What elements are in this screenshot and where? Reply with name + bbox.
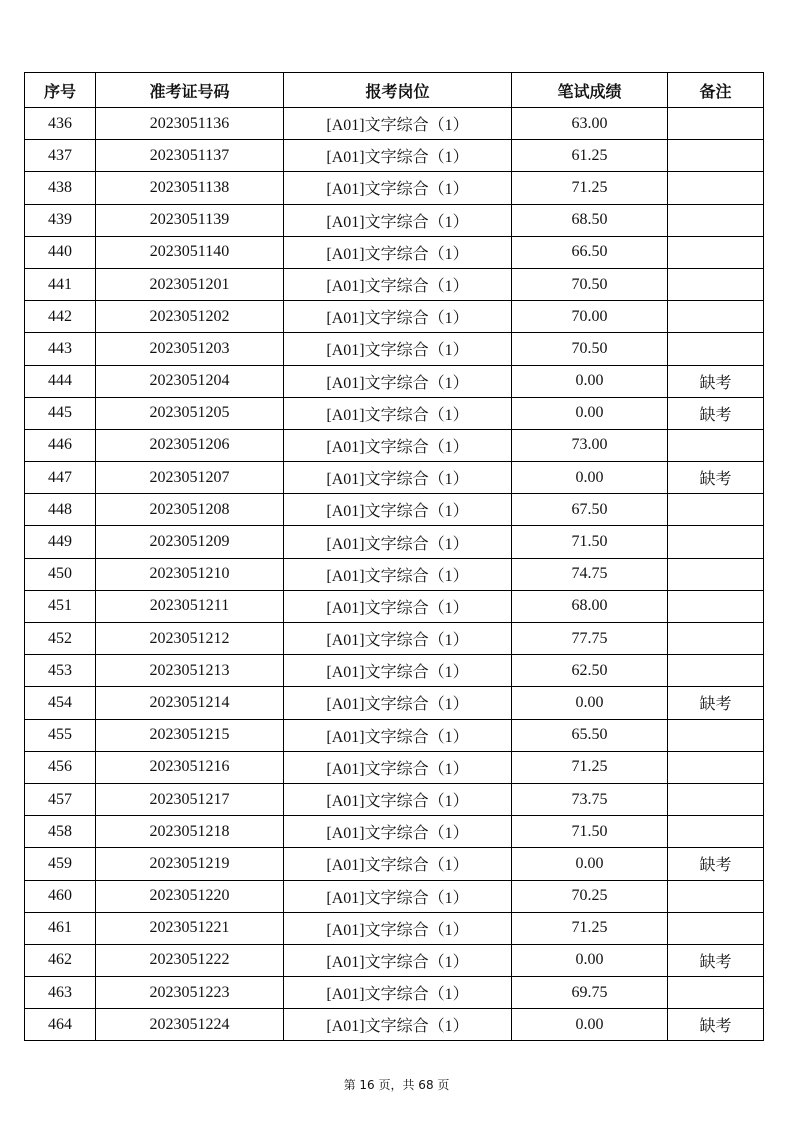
table-row [25,687,764,719]
table-row [25,333,764,365]
cell-written-score: 0.00 [512,365,668,397]
cell-seq: 452 [25,623,96,655]
table-row [25,462,764,494]
cell-remarks [668,783,764,815]
table-row [25,301,764,333]
cell-written-score: 70.50 [512,333,668,365]
header-seq: 序号 [25,73,96,108]
table-row [25,1009,764,1041]
cell-position: [A01]文字综合（1） [284,301,512,333]
table-row [25,848,764,880]
cell-remarks: 缺考 [668,462,764,494]
header-ticket-number: 准考证号码 [96,73,284,108]
table-row [25,397,764,429]
cell-written-score: 68.50 [512,204,668,236]
cell-remarks [668,719,764,751]
cell-written-score: 61.25 [512,140,668,172]
table-row [25,880,764,912]
cell-remarks [668,268,764,300]
cell-ticket-number: 2023051209 [96,526,284,558]
cell-written-score: 77.75 [512,623,668,655]
cell-position: [A01]文字综合（1） [284,204,512,236]
cell-seq: 443 [25,333,96,365]
cell-remarks [668,301,764,333]
table-row [25,912,764,944]
cell-remarks: 缺考 [668,687,764,719]
table-row [25,204,764,236]
cell-position: [A01]文字综合（1） [284,590,512,622]
cell-written-score: 71.25 [512,172,668,204]
table-row [25,816,764,848]
table-row [25,655,764,687]
cell-remarks: 缺考 [668,397,764,429]
cell-ticket-number: 2023051222 [96,944,284,976]
header-remarks: 备注 [668,73,764,108]
cell-seq: 455 [25,719,96,751]
table-row [25,719,764,751]
cell-position: [A01]文字综合（1） [284,365,512,397]
table-row [25,429,764,461]
cell-ticket-number: 2023051137 [96,140,284,172]
cell-written-score: 63.00 [512,108,668,140]
cell-position: [A01]文字综合（1） [284,848,512,880]
cell-seq: 449 [25,526,96,558]
cell-written-score: 66.50 [512,236,668,268]
cell-ticket-number: 2023051138 [96,172,284,204]
cell-written-score: 73.00 [512,429,668,461]
cell-ticket-number: 2023051219 [96,848,284,880]
cell-position: [A01]文字综合（1） [284,912,512,944]
cell-written-score: 69.75 [512,977,668,1009]
cell-remarks [668,526,764,558]
header-position: 报考岗位 [284,73,512,108]
cell-seq: 440 [25,236,96,268]
cell-ticket-number: 2023051207 [96,462,284,494]
cell-ticket-number: 2023051205 [96,397,284,429]
cell-seq: 451 [25,590,96,622]
cell-position: [A01]文字综合（1） [284,880,512,912]
cell-written-score: 71.25 [512,912,668,944]
table-body [25,108,764,1041]
cell-position: [A01]文字综合（1） [284,526,512,558]
cell-ticket-number: 2023051215 [96,719,284,751]
cell-written-score: 62.50 [512,655,668,687]
table-row [25,590,764,622]
table-row [25,140,764,172]
table-row [25,365,764,397]
cell-written-score: 67.50 [512,494,668,526]
cell-written-score: 70.50 [512,268,668,300]
cell-seq: 459 [25,848,96,880]
cell-position: [A01]文字综合（1） [284,140,512,172]
cell-ticket-number: 2023051223 [96,977,284,1009]
cell-position: [A01]文字综合（1） [284,172,512,204]
cell-seq: 448 [25,494,96,526]
table-header-row [25,73,764,108]
table-row [25,172,764,204]
cell-remarks: 缺考 [668,848,764,880]
cell-remarks [668,623,764,655]
cell-ticket-number: 2023051136 [96,108,284,140]
cell-written-score: 0.00 [512,397,668,429]
cell-remarks [668,236,764,268]
table-row [25,558,764,590]
cell-seq: 462 [25,944,96,976]
cell-seq: 441 [25,268,96,300]
cell-written-score: 70.00 [512,301,668,333]
cell-seq: 461 [25,912,96,944]
cell-seq: 446 [25,429,96,461]
cell-ticket-number: 2023051217 [96,783,284,815]
cell-remarks [668,172,764,204]
cell-ticket-number: 2023051201 [96,268,284,300]
cell-written-score: 71.50 [512,526,668,558]
cell-remarks [668,558,764,590]
cell-seq: 450 [25,558,96,590]
cell-position: [A01]文字综合（1） [284,494,512,526]
cell-seq: 439 [25,204,96,236]
cell-position: [A01]文字综合（1） [284,655,512,687]
cell-position: [A01]文字综合（1） [284,719,512,751]
cell-position: [A01]文字综合（1） [284,397,512,429]
cell-position: [A01]文字综合（1） [284,429,512,461]
cell-remarks [668,108,764,140]
cell-position: [A01]文字综合（1） [284,816,512,848]
page-footer: 第 16 页，共 68 页 [343,1078,450,1092]
cell-position: [A01]文字综合（1） [284,783,512,815]
cell-seq: 453 [25,655,96,687]
cell-remarks [668,204,764,236]
cell-remarks [668,912,764,944]
cell-position: [A01]文字综合（1） [284,1009,512,1041]
cell-seq: 464 [25,1009,96,1041]
cell-position: [A01]文字综合（1） [284,751,512,783]
cell-seq: 447 [25,462,96,494]
cell-seq: 436 [25,108,96,140]
cell-ticket-number: 2023051218 [96,816,284,848]
cell-ticket-number: 2023051220 [96,880,284,912]
table-row [25,268,764,300]
cell-seq: 456 [25,751,96,783]
cell-written-score: 0.00 [512,687,668,719]
cell-written-score: 74.75 [512,558,668,590]
table-row [25,236,764,268]
table-row [25,977,764,1009]
cell-ticket-number: 2023051202 [96,301,284,333]
cell-written-score: 0.00 [512,1009,668,1041]
table-row [25,108,764,140]
cell-ticket-number: 2023051224 [96,1009,284,1041]
cell-position: [A01]文字综合（1） [284,977,512,1009]
cell-written-score: 73.75 [512,783,668,815]
cell-position: [A01]文字综合（1） [284,623,512,655]
cell-position: [A01]文字综合（1） [284,558,512,590]
cell-ticket-number: 2023051211 [96,590,284,622]
cell-written-score: 71.25 [512,751,668,783]
cell-ticket-number: 2023051140 [96,236,284,268]
header-written-score: 笔试成绩 [512,73,668,108]
cell-position: [A01]文字综合（1） [284,268,512,300]
cell-remarks [668,880,764,912]
table-row [25,623,764,655]
cell-ticket-number: 2023051208 [96,494,284,526]
cell-ticket-number: 2023051139 [96,204,284,236]
cell-seq: 458 [25,816,96,848]
cell-ticket-number: 2023051204 [96,365,284,397]
cell-position: [A01]文字综合（1） [284,462,512,494]
cell-ticket-number: 2023051212 [96,623,284,655]
cell-ticket-number: 2023051203 [96,333,284,365]
cell-remarks [668,494,764,526]
cell-remarks [668,751,764,783]
cell-seq: 457 [25,783,96,815]
cell-written-score: 0.00 [512,848,668,880]
cell-remarks [668,333,764,365]
cell-written-score: 68.00 [512,590,668,622]
cell-ticket-number: 2023051221 [96,912,284,944]
cell-ticket-number: 2023051206 [96,429,284,461]
cell-position: [A01]文字综合（1） [284,236,512,268]
cell-remarks [668,977,764,1009]
cell-remarks [668,590,764,622]
cell-written-score: 65.50 [512,719,668,751]
cell-written-score: 0.00 [512,944,668,976]
cell-ticket-number: 2023051213 [96,655,284,687]
cell-ticket-number: 2023051214 [96,687,284,719]
cell-remarks [668,140,764,172]
cell-written-score: 0.00 [512,462,668,494]
cell-remarks [668,816,764,848]
cell-position: [A01]文字综合（1） [284,333,512,365]
cell-position: [A01]文字综合（1） [284,687,512,719]
cell-written-score: 70.25 [512,880,668,912]
table-row [25,494,764,526]
table-row [25,783,764,815]
table-row [25,526,764,558]
cell-seq: 444 [25,365,96,397]
cell-position: [A01]文字综合（1） [284,944,512,976]
cell-written-score: 71.50 [512,816,668,848]
cell-remarks: 缺考 [668,944,764,976]
cell-remarks [668,655,764,687]
cell-remarks [668,429,764,461]
table-row [25,944,764,976]
cell-position: [A01]文字综合（1） [284,108,512,140]
cell-remarks: 缺考 [668,1009,764,1041]
cell-ticket-number: 2023051210 [96,558,284,590]
cell-seq: 463 [25,977,96,1009]
cell-remarks: 缺考 [668,365,764,397]
cell-ticket-number: 2023051216 [96,751,284,783]
cell-seq: 454 [25,687,96,719]
score-table [24,72,764,1041]
cell-seq: 438 [25,172,96,204]
table-row [25,751,764,783]
cell-seq: 437 [25,140,96,172]
cell-seq: 460 [25,880,96,912]
cell-seq: 445 [25,397,96,429]
cell-seq: 442 [25,301,96,333]
